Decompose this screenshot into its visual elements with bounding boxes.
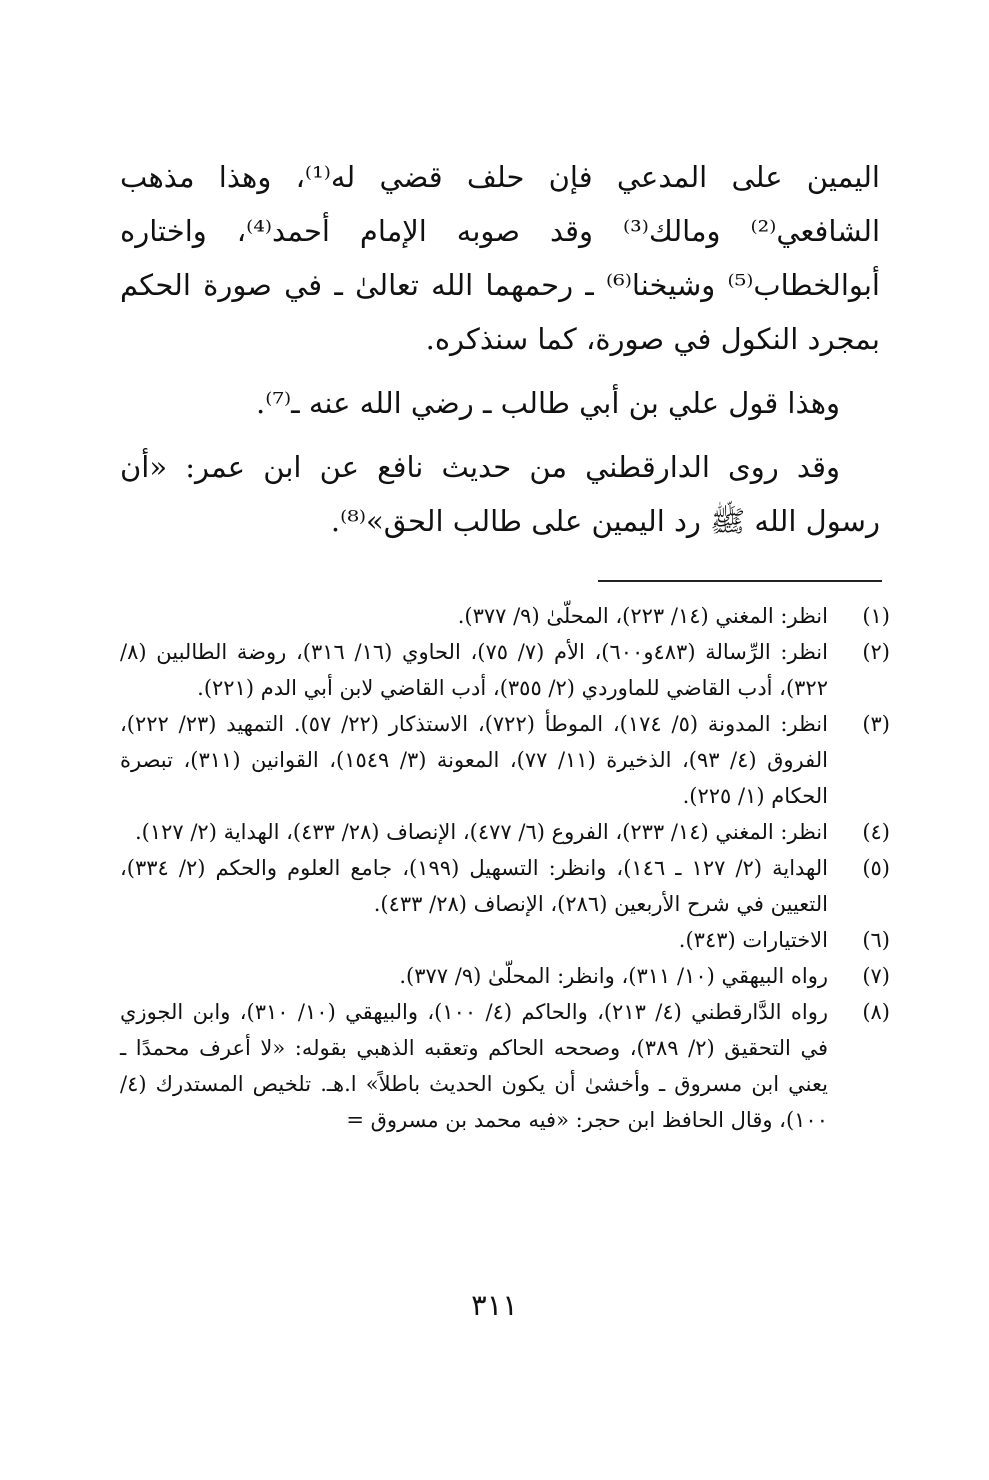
footnote-number: (٥) bbox=[862, 856, 890, 880]
main-paragraph: وهذا قول علي بن أبي طالب ـ رضي الله عنه ـ⁽⁷⁾. bbox=[256, 386, 840, 420]
main-paragraph: وقد روى الدارقطني من حديث نافع عن ابن عمر: «أن رسول الله ﷺ رد اليمين على طالب الحق»⁽⁸⁾. bbox=[120, 450, 880, 538]
footnote bbox=[120, 814, 890, 850]
footnote-number: (٧) bbox=[862, 964, 890, 988]
footnote bbox=[120, 922, 890, 958]
footnote-text: الهداية (٢/ ١٢٧ ـ ١٤٦)، وانظر: التسهيل (١٩٩)، جامع العلوم والحكم (٢/ ٣٣٤)، التعيين في شرح الأربعين (٢٨٦)، الإنصاف (٢٨/ ٤٣٣). bbox=[120, 856, 828, 916]
main-text bbox=[120, 150, 880, 558]
footnote-number: (٤) bbox=[862, 820, 890, 844]
footnote-number: (٣) bbox=[862, 712, 890, 736]
footnote-text: انظر: المغني (١٤/ ٢٢٣)، المحلّىٰ (٩/ ٣٧٧). bbox=[457, 604, 828, 628]
footnote-text: انظر: الرِّسالة (٤٨٣و٦٠٠)، الأم (٧/ ٧٥)، الحاوي (١٦/ ٣١٦)، روضة الطالبين (٨/ ٣٢٢)، أدب القاضي للماوردي (٢/ ٣٥٥)، أدب القاضي لابن أبي الدم (٢٢١). bbox=[120, 640, 828, 700]
footnote-number: (١) bbox=[862, 604, 890, 628]
footnote-number: (٦) bbox=[862, 928, 890, 952]
footnote bbox=[120, 850, 890, 922]
footnote-text: الاختيارات (٣٤٣). bbox=[678, 928, 828, 952]
footnote-separator bbox=[598, 580, 882, 582]
footnote bbox=[120, 598, 890, 634]
footnote-number: (٨) bbox=[862, 1000, 890, 1024]
footnote-number: (٢) bbox=[862, 640, 890, 664]
footnote bbox=[120, 958, 890, 994]
footnote bbox=[120, 634, 890, 706]
footnote-text: رواه البيهقي (١٠/ ٣١١)، وانظر: المحلّىٰ (٩/ ٣٧٧). bbox=[399, 964, 828, 988]
footnote-text: رواه الدَّارقطني (٤/ ٢١٣)، والحاكم (٤/ ١٠٠)، والبيهقي (١٠/ ٣١٠)، وابن الجوزي في التحقيق (٢/ ٣٨٩)، وصححه الحاكم وتعقبه الذهبي بقوله: «لا أعرف محمدًا ـ يعني ابن مسروق ـ وأخشىٰ أن يكون الحديث باطلاً» ا.هـ. تلخيص المستدرك (٤/ ١٠٠)، وقال الحافظ ابن حجر: «فيه محمد بن مسروق = bbox=[120, 1000, 828, 1132]
footnotes bbox=[120, 598, 890, 1138]
footnote bbox=[120, 994, 890, 1138]
footnote bbox=[120, 706, 890, 814]
footnote-text: انظر: المدونة (٥/ ١٧٤)، الموطأ (٧٢٢)، الاستذكار (٢٢/ ٥٧). التمهيد (٢٣/ ٢٢٢)، الفروق (٤/ ٩٣)، الذخيرة (١١/ ٧٧)، المعونة (٣/ ١٥٤٩)، القوانين (٣١١)، تبصرة الحكام (١/ ٢٢٥). bbox=[120, 712, 828, 808]
footnote-text: انظر: المغني (١٤/ ٢٣٣)، الفروع (٦/ ٤٧٧)، الإنصاف (٢٨/ ٤٣٣)، الهداية (٢/ ١٢٧). bbox=[134, 820, 828, 844]
main-paragraph: اليمين على المدعي فإن حلف قضي له⁽¹⁾، وهذا مذهب الشافعي⁽²⁾ ومالك⁽³⁾ وقد صوبه الإمام أحمد⁽⁴⁾، واختاره أبوالخطاب⁽⁵⁾ وشيخنا⁽⁶⁾ ـ رحمهما الله تعالىٰ ـ في صورة الحكم بمجرد النكول في صورة، كما سنذكره. bbox=[120, 160, 881, 356]
page-number: ٣١١ bbox=[471, 1288, 518, 1322]
